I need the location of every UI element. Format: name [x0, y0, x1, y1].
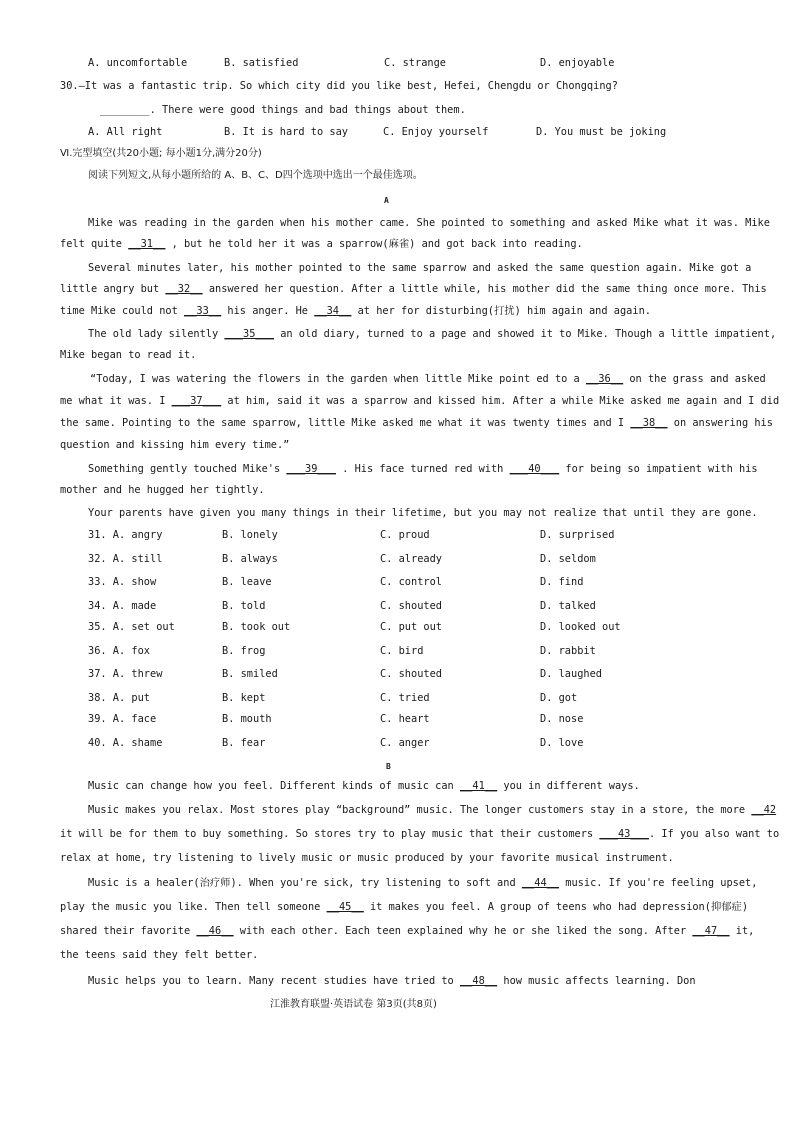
- option-34-c: C. shouted: [380, 600, 442, 612]
- blank-33: __33__: [184, 305, 222, 317]
- option-32-b: B. always: [222, 553, 278, 565]
- passage-a-line: “Today, I was watering the flowers in the garden when little Mike point ed to a __36__ on the grass and asked: [90, 373, 766, 385]
- blank-40: ___40___: [509, 463, 560, 475]
- q30-answer-text: . There were good things and bad things about them.: [149, 104, 466, 116]
- q29-option-d: D. enjoyable: [540, 57, 615, 69]
- option-38-a: 38. A. put: [88, 692, 150, 704]
- passage-a-line: me what it was. I ___37___ at him, said it was a sparrow and kissed him. After a while Mike asked me again and I did: [60, 395, 780, 407]
- blank-47: __47__: [692, 925, 730, 937]
- option-31-c: C. proud: [380, 529, 430, 541]
- blank-45: __45__: [326, 901, 364, 913]
- option-37-d: D. laughed: [540, 668, 602, 680]
- passage-a-line: the same. Pointing to the same sparrow, little Mike asked me what it was twenty times and I __38__ on answering his: [60, 417, 773, 429]
- option-36-a: 36. A. fox: [88, 645, 150, 657]
- passage-b-line: shared their favorite __46__ with each other. Each teen explained why he or she liked the song. After __47__ it,: [60, 925, 755, 937]
- option-32-d: D. seldom: [540, 553, 596, 565]
- passage-b-line: Music makes you relax. Most stores play “background” music. The longer customers stay in a store, the more __42: [88, 804, 777, 816]
- section-instruction: 阅读下列短文,从每小题所给的 A、B、C、D四个选项中选出一个最佳选项。: [88, 170, 423, 181]
- passage-a-line: Mike was reading in the garden when his mother came. She pointed to something and asked Mike what it was. Mike: [88, 217, 770, 229]
- option-36-c: C. bird: [380, 645, 424, 657]
- page-footer: 江淮教育联盟·英语试卷 第3页(共8页): [270, 999, 437, 1010]
- passage-a-label: A: [384, 196, 389, 205]
- option-40-a: 40. A. shame: [88, 737, 163, 749]
- q30-answer: [100, 103, 466, 117]
- option-31-a: 31. A. angry: [88, 529, 163, 541]
- passage-b-line: Music can change how you feel. Different kinds of music can __41__ you in different ways.: [88, 780, 640, 792]
- passage-a-line: question and kissing him every time.”: [60, 439, 290, 451]
- q30-blank: ________: [100, 104, 150, 116]
- passage-a-line: Your parents have given you many things in their lifetime, but you may not realize that until they are gone.: [88, 507, 758, 519]
- option-32-c: C. already: [380, 553, 442, 565]
- passage-b-line: play the music you like. Then tell someone __45__ it makes you feel. A group of teens who had depression(抑郁症): [60, 901, 749, 913]
- passage-a-line: Something gently touched Mike's ___39___ . His face turned red with ___40___ for being so impatient with his: [88, 463, 758, 475]
- option-33-d: D. find: [540, 576, 584, 588]
- passage-a-line: time Mike could not __33__ his anger. He __34__ at her for disturbing(打扰) him again and again.: [60, 305, 651, 317]
- q30-option-b: B. It is hard to say: [224, 126, 348, 138]
- passage-a-line: little angry but __32__ answered her question. After a little while, his mother did the same thing once more. This: [60, 283, 767, 295]
- option-37-c: C. shouted: [380, 668, 442, 680]
- option-34-a: 34. A. made: [88, 600, 157, 612]
- q29-option-a: A. uncomfortable: [88, 57, 188, 69]
- option-33-c: C. control: [380, 576, 442, 588]
- option-32-a: 32. A. still: [88, 553, 163, 565]
- q30-option-c: C. Enjoy yourself: [383, 126, 489, 138]
- option-40-b: B. fear: [222, 737, 266, 749]
- blank-32: __32__: [165, 283, 203, 295]
- q30-option-d: D. You must be joking: [536, 126, 667, 138]
- option-33-a: 33. A. show: [88, 576, 157, 588]
- blank-36: __36__: [585, 373, 624, 385]
- option-31-b: B. lonely: [222, 529, 278, 541]
- option-35-b: B. took out: [222, 621, 291, 633]
- blank-42: __42: [751, 804, 777, 816]
- blank-38: __38__: [630, 417, 668, 429]
- passage-b-line: Music helps you to learn. Many recent studies have tried to __48__ how music affects learning. Don: [88, 975, 696, 987]
- passage-a-line: felt quite __31__ , but he told her it was a sparrow(麻雀) and got back into reading.: [60, 238, 583, 250]
- blank-31: __31__: [128, 238, 166, 250]
- blank-37: ___37___: [171, 395, 222, 407]
- option-38-b: B. kept: [222, 692, 266, 704]
- q29-option-c: C. strange: [384, 57, 446, 69]
- option-36-d: D. rabbit: [540, 645, 596, 657]
- option-37-b: B. smiled: [222, 668, 278, 680]
- blank-44: __44__: [521, 877, 560, 889]
- option-39-c: C. heart: [380, 713, 430, 725]
- option-38-c: C. tried: [380, 692, 430, 704]
- passage-a-line: The old lady silently ___35___ an old diary, turned to a page and showed it to Mike. Though a little impatient,: [88, 328, 777, 340]
- option-34-d: D. talked: [540, 600, 596, 612]
- option-35-c: C. put out: [380, 621, 442, 633]
- passage-b-line: the teens said they felt better.: [60, 949, 259, 961]
- blank-41: __41__: [459, 780, 498, 792]
- blank-34: __34__: [314, 305, 352, 317]
- blank-46: __46__: [196, 925, 234, 937]
- option-39-d: D. nose: [540, 713, 584, 725]
- q29-option-b: B. satisfied: [224, 57, 299, 69]
- option-39-b: B. mouth: [222, 713, 272, 725]
- blank-39: ___39___: [286, 463, 336, 475]
- passage-b-line: it will be for them to buy something. So stores try to play music that their customers ___43___. If you also want to: [60, 828, 780, 840]
- option-36-b: B. frog: [222, 645, 266, 657]
- option-37-a: 37. A. threw: [88, 668, 163, 680]
- passage-a-line: mother and he hugged her tightly.: [60, 484, 265, 496]
- option-35-a: 35. A. set out: [88, 621, 175, 633]
- option-35-d: D. looked out: [540, 621, 621, 633]
- blank-35: ___35___: [224, 328, 274, 340]
- option-39-a: 39. A. face: [88, 713, 157, 725]
- section-heading: Ⅵ.完型填空(共20小题; 每小题1分,满分20分): [60, 148, 262, 159]
- passage-b-line: relax at home, try listening to lively music or music produced by your favorite musical instrument.: [60, 852, 674, 864]
- blank-43: ___43___: [599, 828, 649, 840]
- passage-b-label: B: [386, 762, 391, 771]
- option-38-d: D. got: [540, 692, 578, 704]
- option-33-b: B. leave: [222, 576, 272, 588]
- q30-option-a: A. All right: [88, 126, 163, 138]
- option-34-b: B. told: [222, 600, 266, 612]
- option-40-c: C. anger: [380, 737, 430, 749]
- passage-a-line: Mike began to read it.: [60, 349, 197, 361]
- blank-48: __48__: [459, 975, 498, 987]
- passage-b-line: Music is a healer(治疗师). When you're sick, try listening to soft and __44__ music. If you're feeling upset,: [88, 877, 758, 889]
- passage-a-line: Several minutes later, his mother pointed to the same sparrow and asked the same question again. Mike got a: [88, 262, 752, 274]
- option-40-d: D. love: [540, 737, 584, 749]
- q30-question: 30.—It was a fantastic trip. So which city did you like best, Hefei, Chengdu or Chongqing?: [60, 80, 618, 92]
- option-31-d: D. surprised: [540, 529, 615, 541]
